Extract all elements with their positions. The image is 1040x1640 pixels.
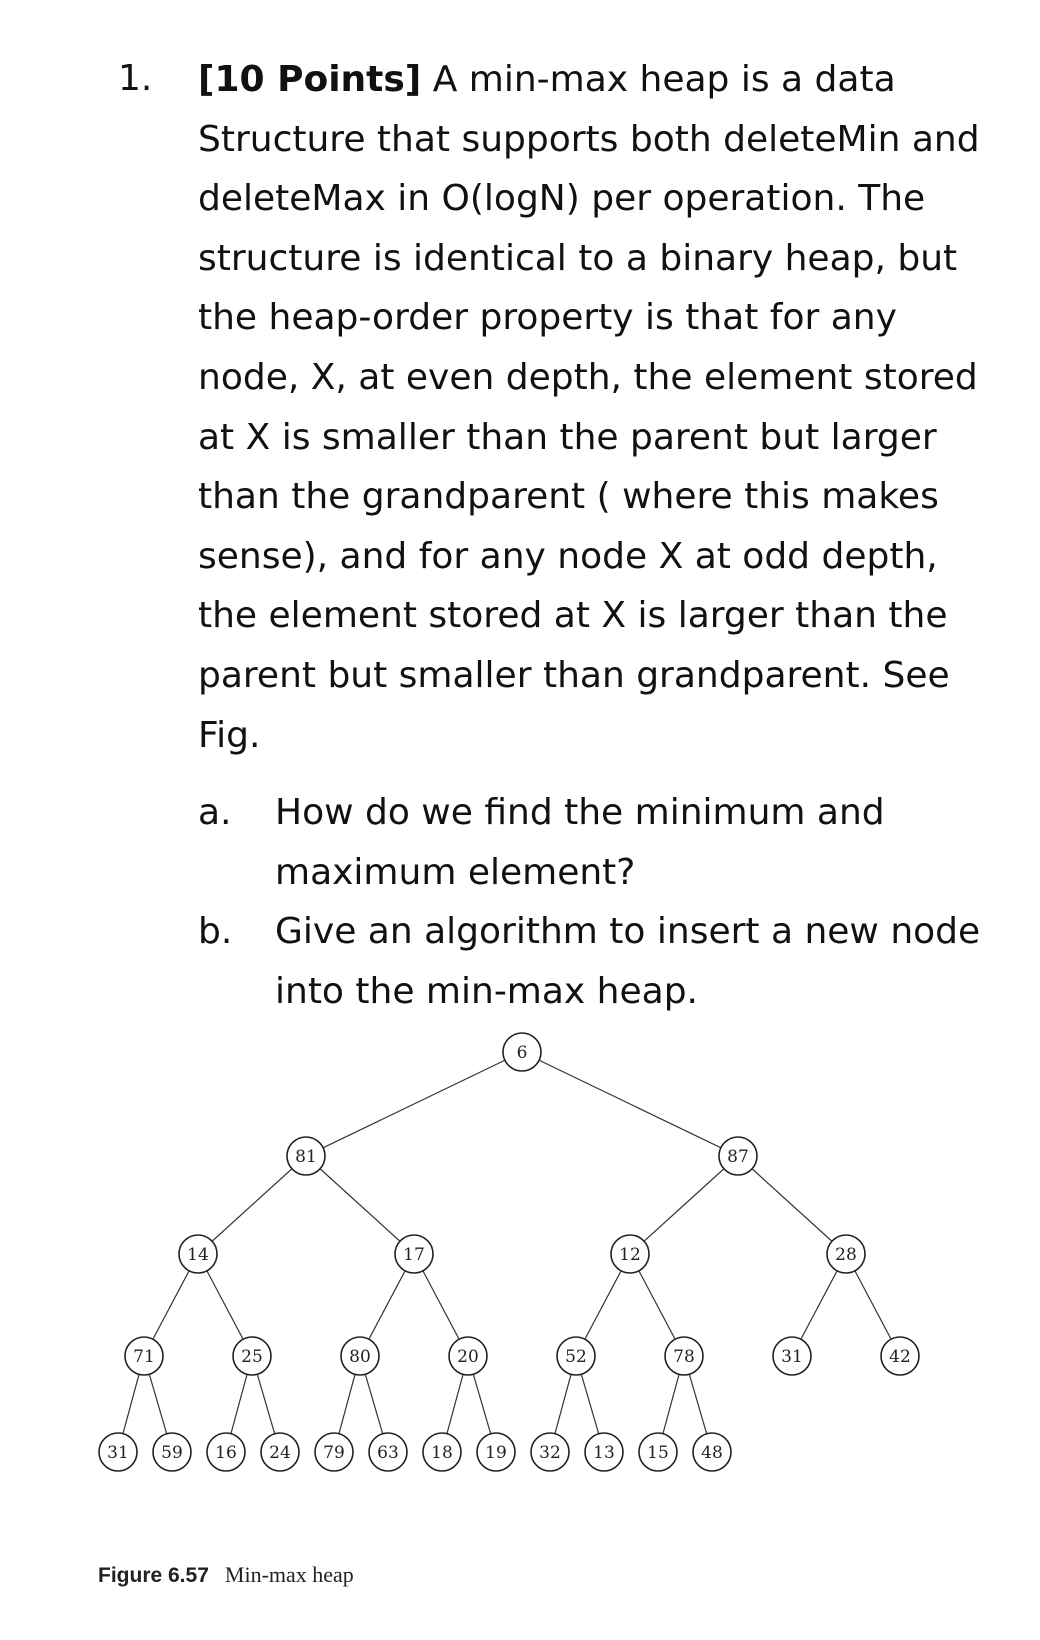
heap-node xyxy=(477,1433,515,1471)
min-max-heap-diagram xyxy=(0,1043,1040,1540)
heap-node xyxy=(827,1235,865,1273)
tree-edge xyxy=(522,1052,738,1156)
heap-node-value: 17 xyxy=(403,1245,425,1265)
tree-edge xyxy=(630,1156,738,1254)
heap-node xyxy=(287,1137,325,1175)
heap-node xyxy=(719,1137,757,1175)
heap-node-value: 87 xyxy=(727,1147,749,1167)
heap-node xyxy=(261,1433,299,1471)
part-b-label: b. xyxy=(198,911,233,952)
heap-node xyxy=(179,1235,217,1273)
heap-node-value: 48 xyxy=(701,1443,723,1463)
heap-node xyxy=(665,1337,703,1375)
heap-node-value: 63 xyxy=(377,1443,399,1463)
heap-node-value: 80 xyxy=(349,1347,371,1367)
heap-node xyxy=(341,1337,379,1375)
heap-node-value: 18 xyxy=(431,1443,453,1463)
figure-label: Figure 6.57 xyxy=(98,1564,209,1587)
question-number: 1. xyxy=(118,58,153,99)
heap-node xyxy=(369,1433,407,1471)
heap-node xyxy=(207,1433,245,1471)
heap-node xyxy=(881,1337,919,1375)
tree-edge xyxy=(738,1156,846,1254)
question-text xyxy=(198,50,1003,765)
heap-node-value: 15 xyxy=(647,1443,669,1463)
part-b-text: Give an algorithm to insert a new node into the min-max heap. xyxy=(275,911,981,1012)
heap-node-value: 13 xyxy=(593,1443,615,1463)
heap-node-value: 14 xyxy=(187,1245,209,1265)
figure-caption xyxy=(98,1562,354,1588)
heap-node xyxy=(531,1433,569,1471)
heap-node xyxy=(503,1033,541,1071)
heap-node-value: 6 xyxy=(516,1043,528,1063)
heap-node-value: 71 xyxy=(133,1347,155,1367)
heap-node-value: 25 xyxy=(241,1347,263,1367)
heap-node xyxy=(395,1235,433,1273)
heap-node-value: 78 xyxy=(673,1347,695,1367)
question-body: A min-max heap is a data Structure that supports both deleteMin and deleteMax in O(logN) per operation. The structure is identical to a binary heap, but the heap-order property is that for any node, X, at even depth, the element stored at X is smaller than the parent but larger than the grandparent ( where this makes sense), and for any node X at odd depth, the element stored at X is larger than the parent but smaller than grandparent. See Fig. xyxy=(198,59,980,756)
heap-node xyxy=(423,1433,461,1471)
heap-node xyxy=(233,1337,271,1375)
heap-node-value: 31 xyxy=(781,1347,803,1367)
heap-node-value: 52 xyxy=(565,1347,587,1367)
heap-node-value: 28 xyxy=(835,1245,857,1265)
heap-node-value: 42 xyxy=(889,1347,911,1367)
heap-node-value: 81 xyxy=(295,1147,317,1167)
heap-node xyxy=(557,1337,595,1375)
tree-edge xyxy=(198,1156,306,1254)
heap-node-value: 59 xyxy=(161,1443,183,1463)
heap-node xyxy=(315,1433,353,1471)
figure-caption-text: Min-max heap xyxy=(224,1562,354,1587)
heap-node xyxy=(125,1337,163,1375)
heap-node-value: 16 xyxy=(215,1443,237,1463)
tree-edge xyxy=(306,1052,522,1156)
heap-node xyxy=(99,1433,137,1471)
heap-node xyxy=(153,1433,191,1471)
heap-node-value: 20 xyxy=(457,1347,479,1367)
heap-node xyxy=(693,1433,731,1471)
heap-node xyxy=(639,1433,677,1471)
heap-node-value: 32 xyxy=(539,1443,561,1463)
tree-edge xyxy=(306,1156,414,1254)
heap-node-value: 31 xyxy=(107,1443,129,1463)
heap-node xyxy=(773,1337,811,1375)
heap-node-value: 79 xyxy=(323,1443,345,1463)
heap-node-value: 24 xyxy=(269,1443,291,1463)
heap-node xyxy=(611,1235,649,1273)
heap-node-value: 19 xyxy=(485,1443,507,1463)
part-a-text: How do we find the minimum and maximum element? xyxy=(275,792,885,893)
heap-node-value: 12 xyxy=(619,1245,641,1265)
heap-node xyxy=(449,1337,487,1375)
heap-node xyxy=(585,1433,623,1471)
question-points: [10 Points] xyxy=(198,59,422,100)
part-a-label: a. xyxy=(198,792,232,833)
